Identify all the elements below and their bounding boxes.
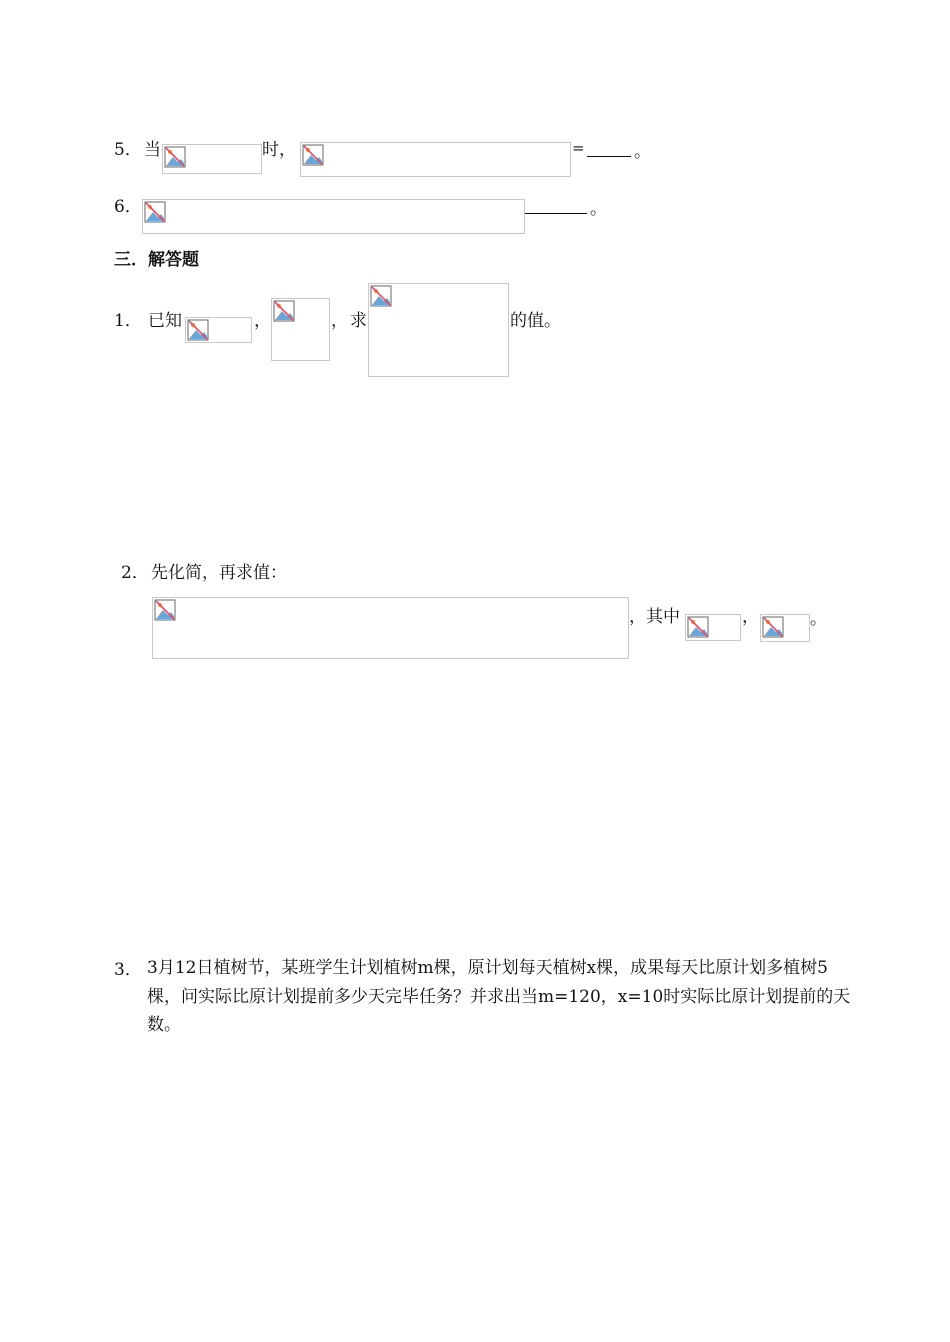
broken-image-icon [164,146,186,168]
formula-image [142,199,525,234]
broken-image-icon [370,285,392,307]
q5-text-when: 当 [144,140,161,160]
broken-image-icon [187,319,209,341]
p1-number: 1． [114,311,142,331]
p2-end: 。 [810,609,827,629]
formula-image [271,298,330,361]
broken-image-icon [302,144,324,166]
formula-image [685,614,741,641]
q6-number: 6． [114,197,142,217]
p1-comma2: ， [331,311,348,331]
formula-image [368,283,509,377]
q5-end: 。 [634,142,651,162]
broken-image-icon [154,599,176,621]
formula-image [185,317,252,343]
formula-image [162,144,262,174]
q5-number: 5． [114,140,142,160]
answer-blank [525,213,587,214]
q5-equals: = [572,139,585,157]
p1-text-find: 求 [350,311,367,331]
broken-image-icon [273,300,295,322]
p3-text: 3月12日植树节，某班学生计划植树m棵，原计划每天植树x棵，成果每天比原计划多植树5棵，问实际比原计划提前多少天完毕任务？并求出当m=120，x=10时实际比原计划提前的天数。 [147,958,851,1035]
p2-comma: ， [742,607,759,627]
p2-text-simplify: 先化简，再求值： [151,563,287,583]
broken-image-icon [144,201,166,223]
p1-text-value: 的值。 [510,311,561,331]
p2-text-where: ，其中 [629,607,680,627]
formula-image [300,142,571,177]
formula-image [152,597,629,659]
broken-image-icon [687,616,709,638]
p3-number: 3． [114,960,142,980]
p1-comma1: ， [254,311,271,331]
q5-text-time: 时， [262,140,296,160]
section-heading: 三．解答题 [114,250,199,270]
q6-end: 。 [590,199,607,219]
broken-image-icon [762,616,784,638]
p2-number: 2． [121,563,149,583]
answer-blank [587,156,631,157]
p1-text-known: 已知 [148,311,182,331]
formula-image [760,614,810,642]
